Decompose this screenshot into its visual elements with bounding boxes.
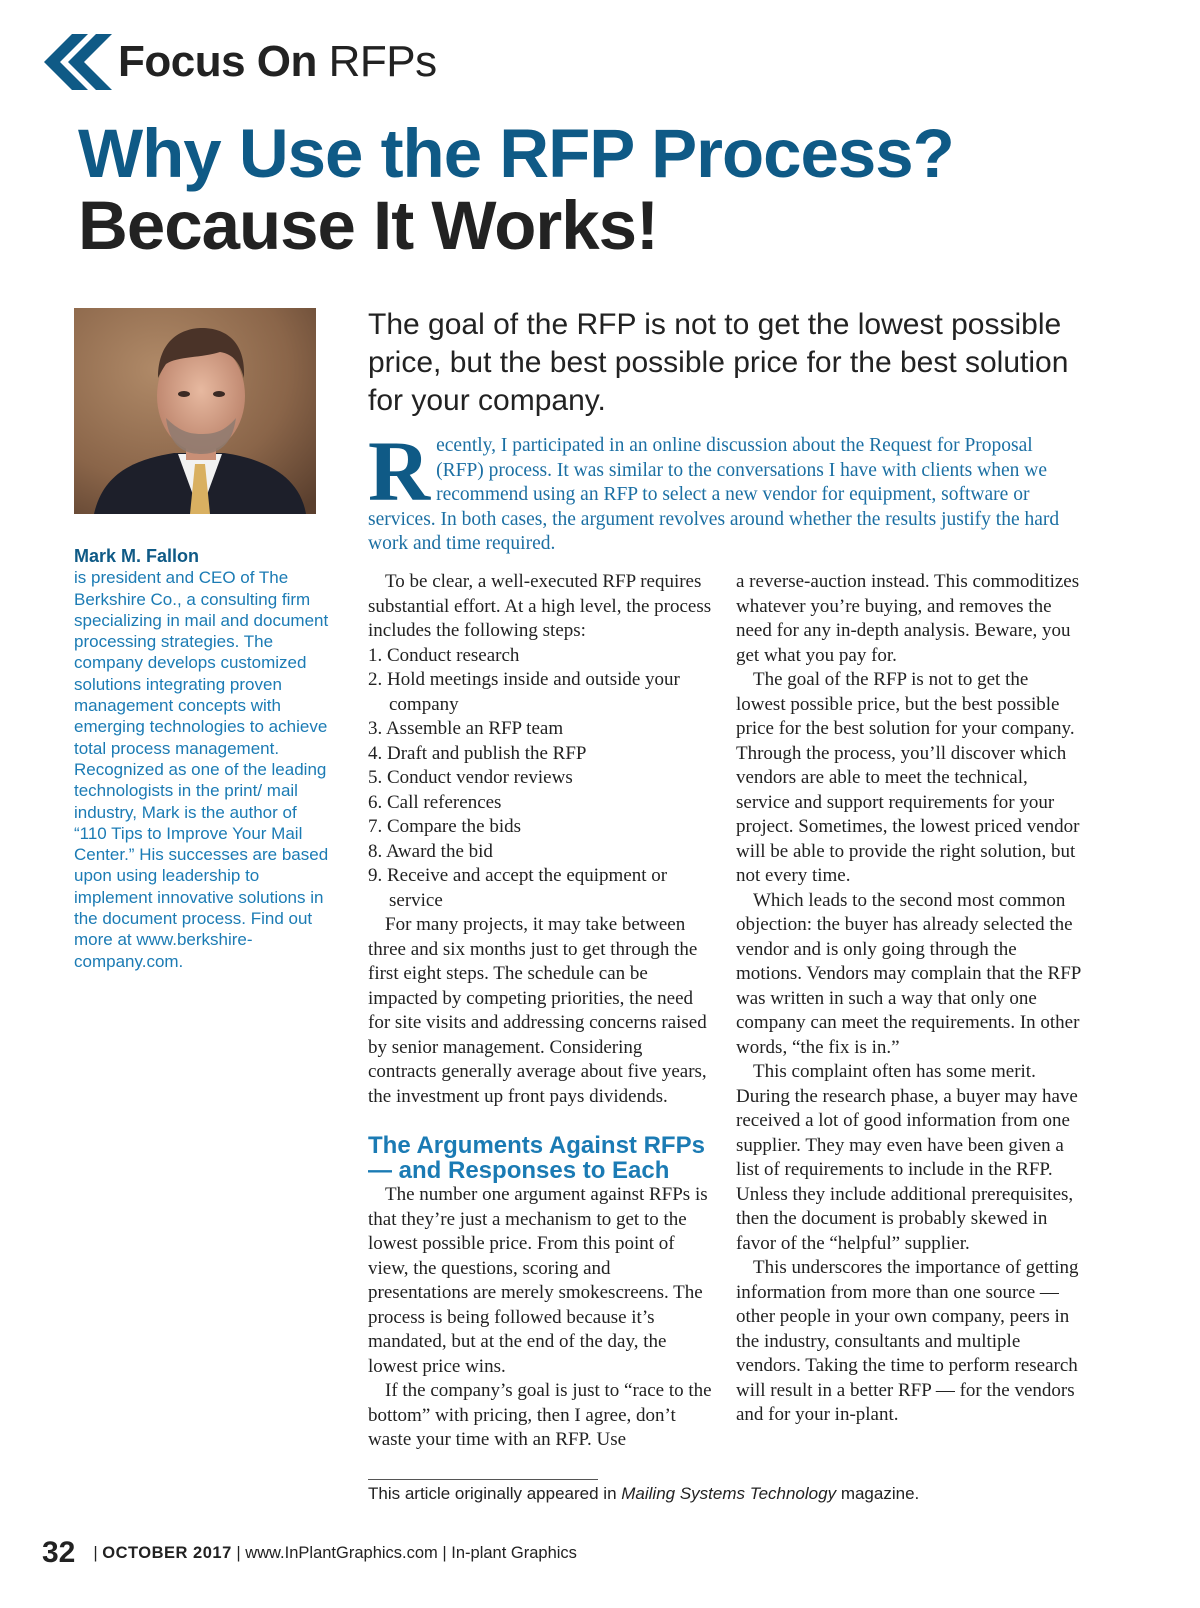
author-photo bbox=[74, 308, 316, 514]
body-paragraph: Which leads to the second most common objection: the buyer has already selected the vendor and is only going through the motions. Vendors may complain that the RFP was written in such a way that only one company can meet the requirements. In other words, “the fix is in.” bbox=[736, 889, 1081, 1058]
body-paragraph: The number one argument against RFPs is that they’re just a mechanism to get to the lowest possible price. From this point of view, the questions, scoring and presentations are merely smokescreens. The process is being followed because it’s mandated, but at the end of the day, the lowest price wins. bbox=[368, 1184, 708, 1377]
section-title bbox=[118, 37, 437, 87]
section-header bbox=[44, 32, 437, 92]
list-item: 8. Award the bid bbox=[368, 840, 493, 862]
list-item: 1. Conduct research bbox=[368, 644, 520, 666]
article-column-2 bbox=[736, 570, 1082, 1428]
headline-line-1: Why Use the RFP Process? bbox=[78, 115, 954, 192]
body-paragraph: This complaint often has some merit. During the research phase, a buyer may have received a lot of good information from one supplier. They may even have been given a list of requirements to include in the RFP. Unless they include additional prerequisites, then the document is probably skewed in favor of the “helpful” supplier. bbox=[736, 1061, 1078, 1254]
body-paragraph: To be clear, a well-executed RFP requires substantial effort. At a high level, the process includes the following steps: bbox=[368, 571, 712, 641]
intro-paragraph bbox=[368, 423, 1068, 557]
headline-line-2: Because It Works! bbox=[78, 187, 658, 264]
intro-text: ecently, I participated in an online discussion about the Request for Proposal (RFP) process. It was similar to the conversations I have with clients when we recommend using an RFP to select a new vendor for equipment, software or services. In both cases, the argument revolves around whether the results justify the hard work and time required. bbox=[368, 435, 1060, 555]
page-footer bbox=[42, 1535, 577, 1571]
section-title-light: RFPs bbox=[328, 37, 437, 86]
list-item: 5. Conduct vendor reviews bbox=[368, 767, 573, 788]
author-name: Mark M. Fallon bbox=[74, 546, 200, 566]
footnote-magazine: Mailing Systems Technology bbox=[621, 1484, 837, 1503]
section-title-bold: Focus On bbox=[118, 37, 317, 86]
list-item: 4. Draft and publish the RFP bbox=[368, 742, 587, 764]
drop-cap: R bbox=[368, 423, 431, 519]
author-bio-text: is president and CEO of The Berkshire Co., a consulting firm specializing in mail and document processing strategies. The company develops customized solutions integrating proven management concepts with emerging technologies to achieve total process management. Recognized as one of the leading technologists in the print/ mail industry, Mark is the author of “110 Tips to Improve Your Mail Center.” His successes are based upon using leadership to implement innovative solutions in the document process. Find out more at www.berkshire-company.com. bbox=[74, 568, 329, 971]
body-paragraph: a reverse-auction instead. This commoditizes whatever you’re buying, and removes the need for any in-depth analysis. Beware, you get what you pay for. bbox=[736, 571, 1080, 666]
pull-quote: The goal of the RFP is not to get the lowest possible price, but the best possible price for the best solution for your company. bbox=[368, 308, 1069, 417]
footnote bbox=[368, 1484, 1068, 1504]
footnote-divider bbox=[368, 1479, 598, 1480]
page-number: 32 bbox=[42, 1536, 76, 1569]
footer-text: | OCTOBER 2017 | www.InPlantGraphics.com | In-plant Graphics bbox=[93, 1543, 577, 1562]
list-item: 2. Hold meetings inside and outside your company bbox=[368, 669, 680, 715]
list-item: 6. Call references bbox=[368, 791, 502, 813]
article-column-1 bbox=[368, 570, 714, 1453]
steps-list bbox=[368, 644, 714, 914]
body-paragraph: If the company’s goal is just to “race to the bottom” with pricing, then I agree, don’t waste your time with an RFP. Use bbox=[368, 1380, 712, 1450]
article-headline bbox=[78, 115, 1178, 264]
footnote-post: magazine. bbox=[840, 1484, 920, 1503]
list-item: 9. Receive and accept the equipment or service bbox=[368, 865, 668, 911]
author-bio bbox=[74, 546, 334, 972]
body-paragraph: This underscores the importance of getting information from more than one source — other people in your own company, peers in the industry, consultants and multiple vendors. Taking the time to perform research will result in a better RFP — for the vendors and for your in-plant. bbox=[736, 1257, 1079, 1425]
double-chevron-left-icon bbox=[44, 34, 116, 90]
list-item: 3. Assemble an RFP team bbox=[368, 718, 564, 739]
article-subhead: The Arguments Against RFPs — and Responses to Each bbox=[368, 1132, 705, 1184]
footnote-pre: This article originally appeared in bbox=[368, 1484, 617, 1503]
body-paragraph: For many projects, it may take between three and six months just to get through the first eight steps. The schedule can be impacted by competing priorities, the need for site visits and addressing concerns raised by senior management. Considering contracts generally average about five years, the investment up front pays dividends. bbox=[368, 914, 707, 1107]
footer-publication: In-plant Graphics bbox=[451, 1543, 577, 1562]
body-paragraph: The goal of the RFP is not to get the lowest possible price, but the best possible price for the best solution for your company. Through the process, you’ll discover which vendors are able to meet the technical, service and support requirements for your project. Sometimes, the lowest priced vendor will be able to provide the right solution, but not every time. bbox=[736, 669, 1080, 886]
footer-website[interactable]: www.InPlantGraphics.com bbox=[245, 1543, 438, 1562]
author-portrait-image bbox=[74, 308, 316, 514]
list-item: 7. Compare the bids bbox=[368, 816, 522, 837]
footer-month: OCTOBER 2017 bbox=[102, 1543, 232, 1562]
